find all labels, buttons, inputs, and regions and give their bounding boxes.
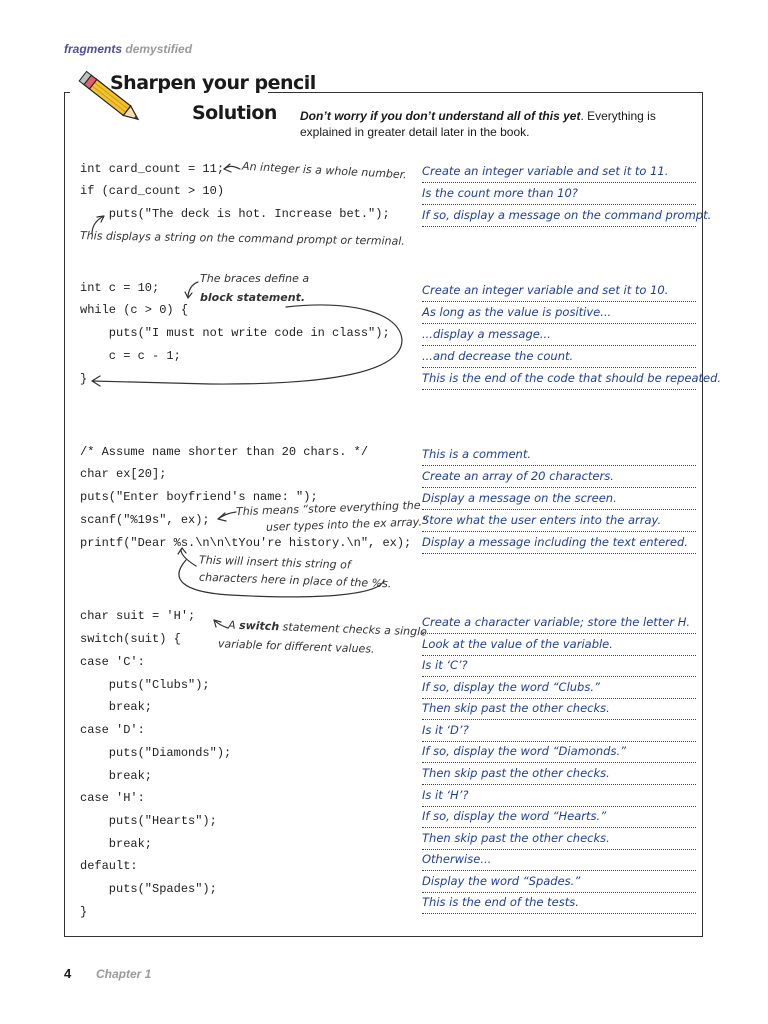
code-line: case 'H': — [80, 791, 145, 805]
explanation-line: If so, display a message on the command prompt. — [422, 206, 696, 227]
explanation-line: Is it ‘D’? — [422, 721, 696, 742]
code-line: switch(suit) { — [80, 632, 181, 646]
code-line: puts("The deck is hot. Increase bet."); — [80, 207, 390, 221]
arrow-integer-head — [224, 164, 231, 172]
explanation-line: This is a comment. — [422, 445, 696, 466]
explanation-line: Then skip past the other checks. — [422, 829, 696, 850]
explanation-line: Create an integer variable and set it to 10. — [422, 281, 696, 302]
code-line: default: — [80, 859, 138, 873]
code-line: char ex[20]; — [80, 467, 167, 481]
explanation-line: If so, display the word “Diamonds.” — [422, 742, 696, 763]
arrow-braces-loop — [92, 305, 402, 384]
code-line: puts("Enter boyfriend's name: "); — [80, 490, 318, 504]
code-line: } — [80, 905, 88, 919]
explanation-line: If so, display the word “Hearts.” — [422, 807, 696, 828]
explanation-line: Store what the user enters into the array. — [422, 511, 696, 532]
intro-bold: Don’t worry if you don’t understand all of this yet — [300, 109, 581, 123]
code-line: case 'D': — [80, 723, 145, 737]
header-fragments: fragments — [64, 42, 123, 56]
explanation-line: ...display a message... — [422, 325, 696, 346]
annotation-switch-a: A — [227, 618, 240, 632]
code-line: scanf("%19s", ex); — [80, 513, 210, 527]
code-line: break; — [80, 769, 153, 783]
explanation-line: ...and decrease the count. — [422, 347, 696, 368]
explanation-line: Create a character variable; store the letter H. — [422, 613, 696, 634]
explanation-line: If so, display the word “Clubs.” — [422, 678, 696, 699]
arrow-displays-head — [97, 216, 104, 222]
code-line: /* Assume name shorter than 20 chars. */ — [80, 445, 369, 459]
explanation-line: Display a message on the screen. — [422, 489, 696, 510]
explanation-line: Create an array of 20 characters. — [422, 467, 696, 488]
code-line: c = c - 1; — [80, 349, 181, 363]
arrow-insert-bracket — [179, 560, 384, 597]
code-line: int card_count = 11; — [80, 162, 225, 176]
header-demystified: demystified — [125, 42, 193, 56]
explanation-line: This is the end of the tests. — [422, 893, 696, 914]
annotation-switch-2: variable for different values. — [217, 637, 375, 656]
code-line: case 'C': — [80, 655, 145, 669]
code-line: puts("Diamonds"); — [80, 746, 232, 760]
annotation-insert-1: This will insert this string of — [198, 553, 351, 572]
chapter-label: Chapter 1 — [96, 967, 152, 981]
page-title: Sharpen your pencil — [110, 72, 316, 94]
explanation-line: Otherwise... — [422, 850, 696, 871]
code-line: break; — [80, 837, 153, 851]
code-line: while (c > 0) { — [80, 303, 189, 317]
code-line: puts("Spades"); — [80, 882, 217, 896]
code-line: puts("I must not write code in class"); — [80, 326, 390, 340]
annotation-switch-keyword: switch — [238, 618, 280, 634]
explanation-line: Is it ‘H’? — [422, 786, 696, 807]
annotation-braces-2: block statement. — [200, 291, 306, 304]
explanation-line: As long as the value is positive... — [422, 303, 696, 324]
page-subtitle: Solution — [192, 102, 277, 124]
code-line: break; — [80, 700, 153, 714]
explanation-line: Is it ‘C’? — [422, 656, 696, 677]
code-line: printf("Dear %s.\n\n\tYou're history.\n", ex); — [80, 536, 412, 550]
annotation-store-2: user types into the ex array.” — [265, 515, 428, 534]
code-line: char suit = 'H'; — [80, 609, 196, 623]
code-line: puts("Hearts"); — [80, 814, 217, 828]
explanation-line: This is the end of the code that should be repeated. — [422, 369, 696, 390]
code-line: if (card_count > 10) — [80, 184, 225, 198]
explanation-line: Then skip past the other checks. — [422, 764, 696, 785]
annotation-displays: This displays a string on the command prompt or terminal. — [79, 229, 405, 248]
explanation-line: Create an integer variable and set it to 11. — [422, 162, 696, 183]
code-line: int c = 10; — [80, 281, 160, 295]
explanation-line: Then skip past the other checks. — [422, 699, 696, 720]
arrow-store — [218, 512, 236, 519]
code-line: puts("Clubs"); — [80, 678, 210, 692]
annotation-store-1: This means “store everything the — [235, 498, 421, 519]
annotation-insert-2: characters here in place of the %s. — [198, 570, 392, 591]
explanation-line: Display a message including the text entered. — [422, 533, 696, 554]
explanation-line: Look at the value of the variable. — [422, 635, 696, 656]
intro-rest: . Everything is explained in greater detail later in the book. — [300, 109, 656, 139]
explanation-line: Is the count more than 10? — [422, 184, 696, 205]
page-number: 4 — [64, 966, 72, 981]
annotation-switch-c: statement checks a single — [278, 620, 428, 639]
annotation-integer: An integer is a whole number. — [241, 159, 408, 182]
explanation-line: Display the word “Spades.” — [422, 872, 696, 893]
code-line: } — [80, 372, 88, 386]
annotation-braces-1: The braces define a — [200, 272, 310, 285]
